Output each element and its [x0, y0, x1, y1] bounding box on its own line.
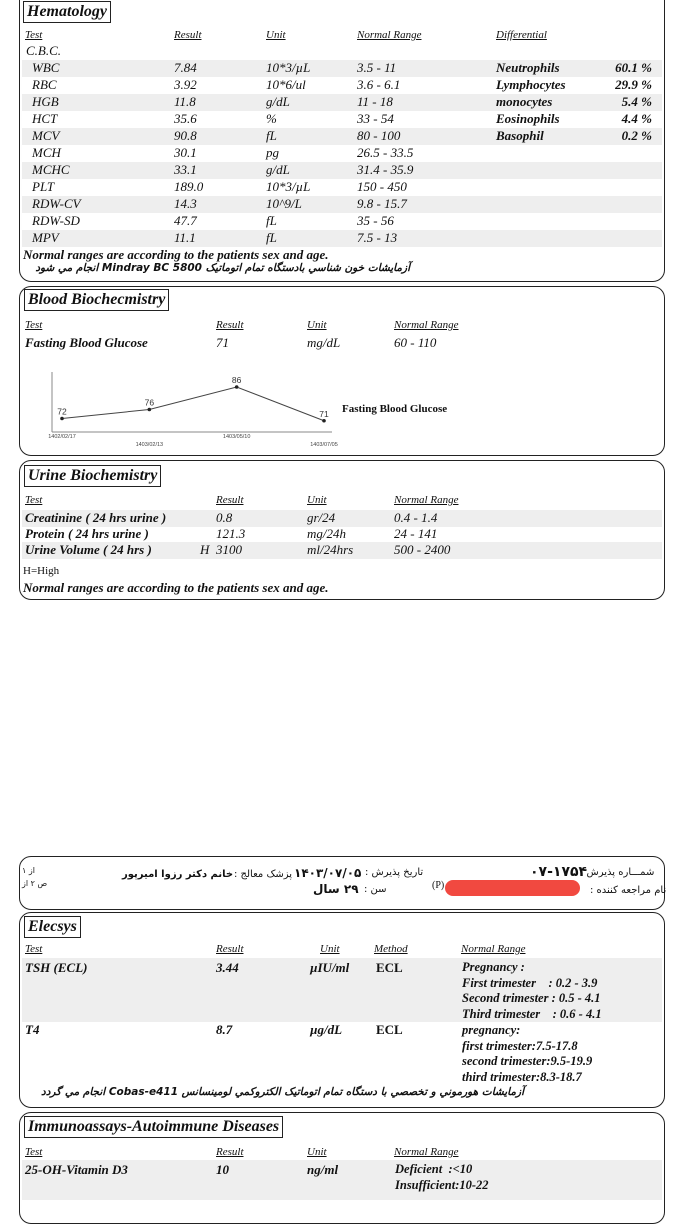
t4-method: ECL	[376, 1022, 403, 1037]
blood-header-range: Normal Range	[394, 319, 459, 331]
differential-value: 29.9 %	[615, 77, 652, 92]
age-label: سن :	[364, 884, 387, 895]
hematology-unit: fL	[266, 230, 277, 245]
immuno-header-result: Result	[216, 1146, 244, 1158]
tsh-range-line: Second trimester : 0.5 - 4.1	[462, 991, 601, 1005]
fbg-range: 60 - 110	[394, 335, 437, 350]
hematology-row-band	[22, 128, 662, 145]
hematology-unit: fL	[266, 128, 277, 143]
hematology-result: 35.6	[174, 111, 197, 126]
chart-point	[235, 385, 239, 389]
t4-unit: µg/dL	[310, 1022, 343, 1037]
elecsys-title: Elecsys	[24, 916, 81, 938]
urine-biochemistry-title: Urine Biochemistry	[24, 465, 161, 487]
fbg-result: 71	[216, 335, 229, 350]
chart-point	[322, 419, 326, 423]
elecsys-header-method: Method	[374, 943, 408, 955]
urine-header-test: Test	[25, 494, 43, 506]
reception-number-label: شمـــاره پذيرش :	[580, 867, 655, 878]
hematology-result: 3.92	[174, 77, 197, 92]
page-number-top: از ۱	[22, 866, 35, 875]
hematology-unit: 10*6/ul	[266, 77, 306, 92]
urine-result: 3100	[216, 542, 242, 557]
tsh-range-line: Third trimester : 0.6 - 4.1	[462, 1006, 602, 1021]
hematology-result: 189.0	[174, 179, 204, 194]
hematology-title: Hematology	[23, 1, 111, 23]
blood-header-test: Test	[25, 319, 43, 331]
hematology-result: 33.1	[174, 162, 197, 177]
hematology-header-differential: Differential	[496, 29, 547, 41]
hematology-footer-fa: آزمايشات خون شناسي بادستگاه تمام اتوماتيک Mindray BC 5800 انجام مي شود	[35, 262, 410, 274]
age-value: ۲۹ سال	[313, 882, 359, 896]
hematology-header-test: Test	[25, 29, 43, 41]
fbg-unit: mg/dL	[307, 335, 341, 350]
patient-tag: (P)	[432, 880, 445, 891]
tsh-result: 3.44	[216, 960, 239, 975]
vitd-test: 25-OH-Vitamin D3	[25, 1162, 128, 1177]
hematology-range: 11 - 18	[357, 94, 393, 109]
hematology-header-result: Result	[174, 29, 202, 41]
reception-number: ۰۷-۱۷۵۴	[530, 864, 588, 880]
hematology-range: 33 - 54	[357, 111, 394, 126]
physician-label: پزشک معالج :	[234, 869, 293, 880]
chart-point	[148, 408, 152, 412]
page-number-bottom: ص ۲ از	[22, 879, 48, 888]
differential-value: 5.4 %	[621, 94, 652, 109]
reception-date: ۱۴۰۳/۰۷/۰۵	[294, 866, 362, 880]
chart-x-tick-label: 1403/05/10	[222, 434, 251, 440]
hematology-unit: g/dL	[266, 94, 290, 109]
urine-result: 0.8	[216, 510, 233, 525]
patient-name-label: نام مراجعه کننده :	[590, 885, 667, 896]
hematology-result: 11.8	[174, 94, 196, 109]
urine-legend: H=High	[23, 565, 60, 577]
tsh-range-line: Pregnancy :	[462, 960, 525, 974]
hematology-unit: fL	[266, 213, 277, 228]
hematology-result: 11.1	[174, 230, 196, 245]
hematology-header-unit: Unit	[266, 29, 286, 41]
tsh-method: ECL	[376, 960, 403, 975]
urine-range: 500 - 2400	[394, 542, 451, 557]
hematology-range: 3.5 - 11	[357, 60, 397, 75]
hematology-test-name: RBC	[32, 77, 57, 92]
hematology-test-name: HCT	[32, 111, 58, 126]
urine-unit: gr/24	[307, 510, 336, 525]
elecsys-footer-fa: آزمايشات هورموني و تخصصي با دستگاه تمام اتوماتيک الکتروکمي لومينسانس Cobas-e411 انجام مي گردد	[41, 1086, 524, 1098]
hematology-range: 35 - 56	[357, 213, 394, 228]
hematology-range: 80 - 100	[357, 128, 401, 143]
physician-name: خانم دکتر رزوا اميرپور	[122, 869, 234, 880]
differential-name: Lymphocytes	[496, 77, 566, 92]
differential-name: Basophil	[496, 128, 544, 143]
hematology-test-name: MCH	[32, 145, 61, 160]
hematology-row-band	[22, 94, 662, 111]
urine-range: 24 - 141	[394, 526, 438, 541]
immuno-header-unit: Unit	[307, 1146, 327, 1158]
hematology-unit: pg	[266, 145, 279, 160]
chart-data-label: 71	[319, 408, 329, 419]
hematology-unit: g/dL	[266, 162, 290, 177]
chart-data-label: 76	[144, 397, 155, 408]
chart-x-tick-label: 1403/07/05	[310, 442, 338, 448]
urine-unit: ml/24hrs	[307, 542, 354, 557]
hematology-test-name: MCHC	[32, 162, 70, 177]
elecsys-header-unit: Unit	[320, 943, 340, 955]
blood-header-result: Result	[216, 319, 244, 331]
hematology-result: 7.84	[174, 60, 197, 75]
tsh-range-line: First trimester : 0.2 - 3.9	[462, 975, 598, 990]
hematology-range: 26.5 - 33.5	[357, 145, 414, 160]
urine-header-result: Result	[216, 494, 244, 506]
blood-header-unit: Unit	[307, 319, 327, 331]
hematology-result: 14.3	[174, 196, 197, 211]
fbg-trend-chart	[40, 370, 340, 456]
differential-value: 60.1 %	[615, 60, 652, 75]
hematology-result: 30.1	[174, 145, 197, 160]
hematology-range: 7.5 - 13	[357, 230, 398, 245]
urine-header-range: Normal Range	[394, 494, 459, 506]
t4-range-line: first trimester:7.5-17.8	[462, 1038, 578, 1053]
hematology-test-name: HGB	[32, 94, 59, 109]
hematology-unit: %	[266, 111, 277, 126]
hematology-note: Normal ranges are according to the patients sex and age.	[23, 247, 329, 262]
chart-series-line	[62, 387, 324, 421]
urine-result: 121.3	[216, 526, 246, 541]
hematology-test-name: MPV	[32, 230, 59, 245]
chart-data-label: 72	[57, 406, 67, 417]
fbg-test: Fasting Blood Glucose	[25, 335, 148, 350]
hematology-header-range: Normal Range	[357, 29, 422, 41]
t4-range-line: third trimester:8.3-18.7	[462, 1069, 582, 1084]
elecsys-header-range: Normal Range	[461, 943, 526, 955]
cbc-group-label: C.B.C.	[26, 43, 62, 58]
urine-test-name: Protein ( 24 hrs urine )	[25, 526, 149, 541]
hematology-range: 3.6 - 6.1	[357, 77, 401, 92]
elecsys-header-result: Result	[216, 943, 244, 955]
blood-biochemistry-title: Blood Biochecmistry	[24, 289, 169, 311]
vitd-range-line: Insufficient:10-22	[395, 1178, 489, 1192]
immuno-header-test: Test	[25, 1146, 43, 1158]
immuno-header-range: Normal Range	[394, 1146, 459, 1158]
chart-x-tick-label: 1403/02/13	[135, 442, 164, 448]
vitd-result: 10	[216, 1162, 229, 1177]
immunoassays-title: Immunoassays-Autoimmune Diseases	[24, 1116, 283, 1138]
hematology-test-name: WBC	[32, 60, 60, 75]
tsh-test: TSH (ECL)	[25, 960, 88, 975]
chart-point	[60, 417, 64, 421]
t4-result: 8.7	[216, 1022, 233, 1037]
urine-test-name: Urine Volume ( 24 hrs )	[25, 542, 152, 557]
chart-data-label: 86	[231, 375, 242, 385]
chart-x-tick-label: 1402/02/17	[48, 434, 76, 440]
vitd-range-line: Deficient :<10	[395, 1162, 473, 1176]
hematology-result: 90.8	[174, 128, 197, 143]
elecsys-header-test: Test	[25, 943, 43, 955]
hematology-row-band	[22, 60, 662, 77]
differential-name: monocytes	[496, 94, 553, 109]
hematology-unit: 10*3/µL	[266, 179, 311, 194]
hematology-result: 47.7	[174, 213, 197, 228]
fbg-chart-label: Fasting Blood Glucose	[342, 403, 448, 415]
vitd-unit: ng/ml	[307, 1162, 339, 1177]
tsh-unit: µIU/ml	[310, 960, 350, 975]
t4-range-line: pregnancy:	[462, 1023, 521, 1037]
hematology-row-band	[22, 162, 662, 179]
hematology-row-band	[22, 196, 662, 213]
urine-flag: H	[200, 542, 210, 557]
hematology-test-name: RDW-CV	[32, 196, 81, 211]
hematology-test-name: PLT	[32, 179, 55, 194]
urine-test-name: Creatinine ( 24 hrs urine )	[25, 510, 167, 525]
urine-unit: mg/24h	[307, 526, 346, 541]
t4-test: T4	[25, 1022, 40, 1037]
hematology-range: 9.8 - 15.7	[357, 196, 407, 211]
differential-name: Eosinophils	[496, 111, 560, 126]
urine-range: 0.4 - 1.4	[394, 510, 438, 525]
differential-name: Neutrophils	[496, 60, 560, 75]
hematology-row-band	[22, 230, 662, 247]
hematology-test-name: MCV	[32, 128, 60, 143]
differential-value: 4.4 %	[621, 111, 652, 126]
t4-range-line: second trimester:9.5-19.9	[462, 1054, 593, 1068]
differential-value: 0.2 %	[621, 128, 652, 143]
hematology-range: 31.4 - 35.9	[357, 162, 414, 177]
hematology-test-name: RDW-SD	[32, 213, 80, 228]
urine-header-unit: Unit	[307, 494, 327, 506]
reception-date-label: تاريخ پذيرش :	[365, 867, 424, 878]
urine-note: Normal ranges are according to the patients sex and age.	[23, 580, 329, 595]
redacted-patient-name	[445, 880, 580, 896]
hematology-range: 150 - 450	[357, 179, 407, 194]
hematology-unit: 10^9/L	[266, 196, 302, 211]
hematology-unit: 10*3/µL	[266, 60, 311, 75]
